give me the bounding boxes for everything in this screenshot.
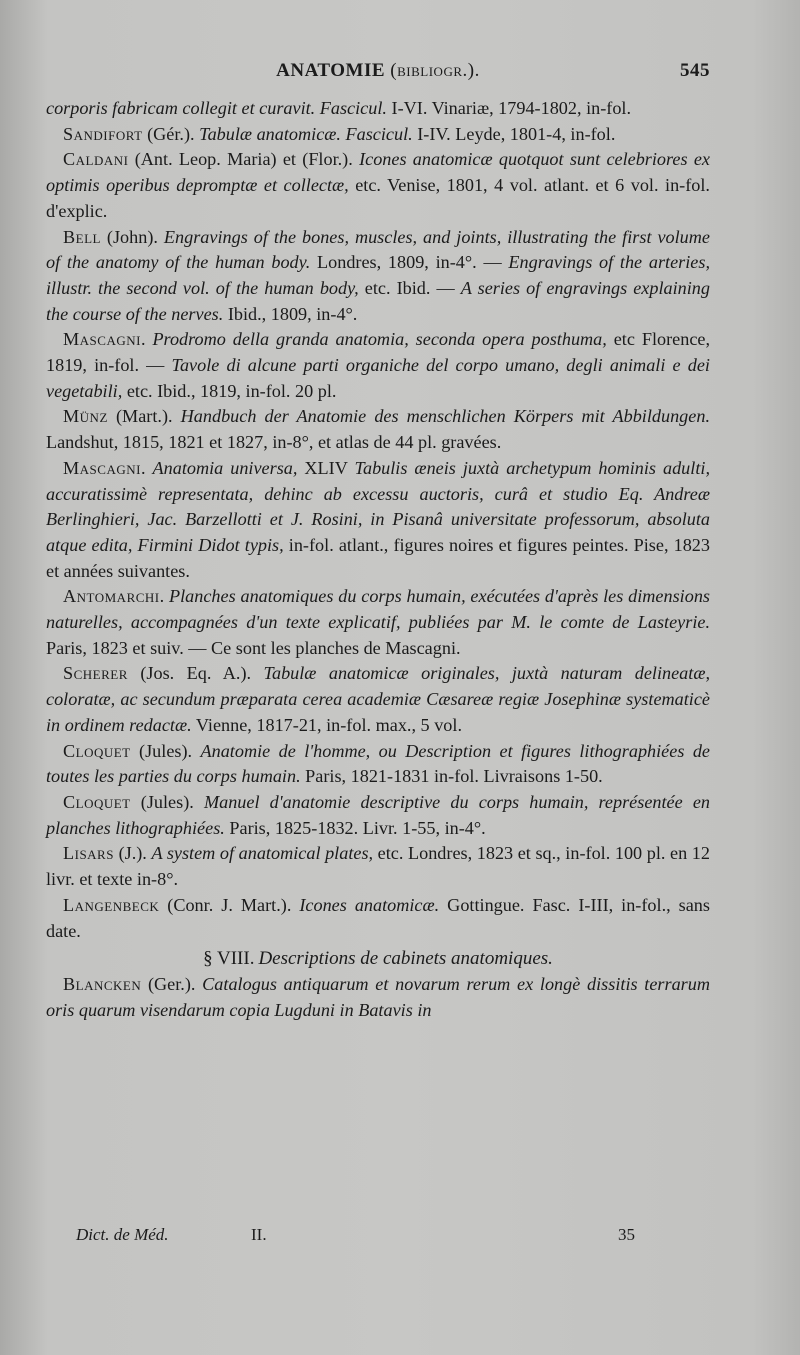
entry-work: Anatomia universa,: [152, 457, 298, 478]
entry-work: Handbuch der Anatomie des menschlichen Körpers mit Abbildungen.: [180, 406, 710, 427]
entry-author: Cloquet: [63, 791, 131, 812]
page-footer: [46, 1225, 710, 1251]
entry-work: A system of anatomical plates,: [151, 843, 374, 864]
entry-work: Icones anatomicæ quotquot sunt celebriores ex optimis operibus depromptæ et collectæ,: [46, 149, 710, 196]
entry-author: Antomarchi: [63, 586, 160, 607]
entry-details-2: in-fol. atlant., figures noires et figures peintes. Pise, 1823 et années suivantes.: [46, 534, 710, 581]
bibliography-entry: [46, 122, 710, 148]
entry-author: Langenbeck: [63, 894, 160, 915]
entry-author-detail: .: [140, 329, 153, 350]
entry-author: Cloquet: [63, 740, 131, 761]
entry-details: Vienne, 1817-21, in-fol. max., 5 vol.: [191, 714, 462, 735]
entry-details: etc. Londres, 1823 et sq., in-fol. 100 pl. en 12 livr. et texte in-8°.: [46, 843, 710, 890]
bibliography-body: [46, 96, 710, 1023]
running-header: [46, 60, 710, 88]
entry-author: Mascagni: [63, 329, 141, 350]
entry-work-2: Tabulis æneis juxtà archetypum hominis adulti, accuratissimè representata, dehinc ab excessu auctoris, curâ et studio Eq. Andreæ Berlinghieri, Jac. Barzellotti et J. Rosini, in Pisanâ universitate professorum, absoluta atque edita, Firmini Didot typis,: [46, 457, 710, 555]
bibliography-entry: [46, 790, 710, 841]
entry-details: Landshut, 1815, 1821 et 1827, in-8°, et atlas de 44 pl. gravées.: [46, 432, 502, 453]
entry-author-detail: (John).: [100, 226, 164, 247]
entry-details: Paris, 1823 et suiv. — Ce sont les planches de Mascagni.: [46, 637, 461, 658]
header-title: [46, 60, 710, 82]
bibliography-entry: [46, 972, 710, 1023]
entry-author: Scherer: [63, 663, 128, 684]
entry-details-2: etc. Ibid. —: [358, 277, 461, 298]
entry-author-detail: (Mart.).: [107, 406, 181, 427]
entry-work: Planches anatomiques du corps humain, exécutées d'après les dimensions naturelles, accompagnées d'un texte explicatif, publiées par M. le comte de Lasteyrie.: [46, 586, 710, 633]
entry-details: I-VI. Vinariæ, 1794-1802, in-fol.: [386, 98, 632, 118]
entry-author-detail: (Ger.).: [141, 973, 203, 994]
entry-author-detail: (Conr. J. Mart.).: [159, 894, 300, 915]
entry-author-detail: (Jos. Eq. A.).: [127, 663, 264, 684]
entry-work-3: A series of engravings explaining the course of the nerves.: [46, 277, 710, 324]
entry-work: Tabulæ anatomicæ originales, juxtà naturam delineatæ, coloratæ, ac secundum præparata cerea academiæ Cæsareæ regiæ Josephinæ systematicè in ordinem redactæ.: [46, 663, 711, 735]
entry-work: Anatomie de l'homme, ou Description et figures lithographiées de toutes les parties du corps humain.: [46, 740, 710, 787]
entry-details: Paris, 1821-1831 in-fol. Livraisons 1-50.: [300, 766, 603, 787]
entry-work-2: Tavole di alcune parti organiche del corpo umano, degli animali e dei vegetabili,: [46, 355, 710, 401]
entry-details: Paris, 1825-1832. Livr. 1-55, in-4°.: [224, 817, 486, 838]
entry-author-detail: .: [159, 586, 169, 607]
entry-work: corporis fabricam collegit et curavit. Fascicul.: [46, 98, 387, 118]
bibliography-entry: [46, 893, 710, 944]
bibliography-entry: [46, 327, 710, 404]
bibliography-entry: [46, 584, 710, 661]
entry-author: Mascagni: [63, 457, 141, 478]
entry-details: XLIV: [297, 457, 355, 478]
entry-details: etc. Venise, 1801, 4 vol. atlant. et 6 vol. in-fol. d'explic.: [46, 175, 710, 221]
entry-author-detail: (Ant. Leop. Maria) et (Flor.).: [128, 149, 360, 170]
entry-author: Caldani: [63, 149, 129, 170]
entry-work: Manuel d'anatomie descriptive du corps humain, représentée en planches lithographiées.: [46, 791, 710, 838]
entry-author: Blancken: [63, 973, 142, 994]
entry-details-3: Ibid., 1809, in-4°.: [223, 303, 358, 324]
section-title: Descriptions de cabinets anatomiques.: [258, 948, 553, 970]
footer-sheet-number: 35: [618, 1225, 635, 1244]
page-number: 545: [680, 60, 710, 81]
bibliography-entry: [46, 841, 710, 892]
footer-signature: Dict. de Méd.: [76, 1225, 169, 1244]
entry-work: Tabulæ anatomicæ. Fascicul.: [199, 123, 413, 144]
header-title-main: ANATOMIE: [276, 60, 386, 81]
entry-details: etc Florence, 1819, in-fol. —: [46, 329, 711, 376]
section-number: § VIII.: [203, 948, 255, 970]
entry-details-2: etc. Ibid., 1819, in-fol. 20 pl.: [122, 380, 337, 401]
bibliography-entry: [46, 147, 710, 224]
bibliography-entry: [46, 739, 710, 790]
entry-author-detail: (Jules).: [130, 740, 201, 761]
entry-work: Engravings of the bones, muscles, and joints, illustrating the first volume of the anatomy of the human body.: [46, 226, 710, 273]
entry-work: Prodromo della granda anatomia, seconda opera posthuma,: [152, 329, 607, 350]
bibliography-entry: [46, 456, 710, 585]
bibliography-entry: [46, 225, 710, 328]
entry-work: Icones anatomicæ.: [299, 894, 440, 915]
bibliography-entry: [46, 661, 710, 738]
entry-author: Münz: [63, 406, 108, 427]
entry-author: Lisars: [63, 843, 114, 864]
entry-author-detail: .: [140, 457, 153, 478]
entry-work-2: Engravings of the arteries, illustr. the second vol. of the human body,: [46, 252, 711, 298]
footer-volume: II.: [251, 1225, 267, 1244]
entry-author-detail: (J.).: [113, 843, 152, 864]
entry-author: Sandifort: [63, 123, 143, 144]
entry-work: Catalogus antiquarum et novarum rerum ex longè dissitis terrarum oris quarum visendarum copia Lugduni in Batavis in: [46, 973, 710, 1020]
bibliography-entry: [46, 96, 710, 122]
entry-details: I-IV. Leyde, 1801-4, in-fol.: [412, 123, 616, 144]
section-heading: [46, 946, 710, 972]
bibliography-entry: [46, 404, 710, 455]
entry-details: Londres, 1809, in-4°. —: [310, 252, 509, 273]
entry-author-detail: (Jules).: [130, 791, 204, 812]
entry-author-detail: (Gér.).: [142, 123, 200, 144]
entry-author: Bell: [63, 226, 101, 247]
entry-details: Gottingue. Fasc. I-III, in-fol., sans date.: [46, 894, 710, 941]
header-title-sub: (bibliogr.).: [390, 60, 480, 81]
